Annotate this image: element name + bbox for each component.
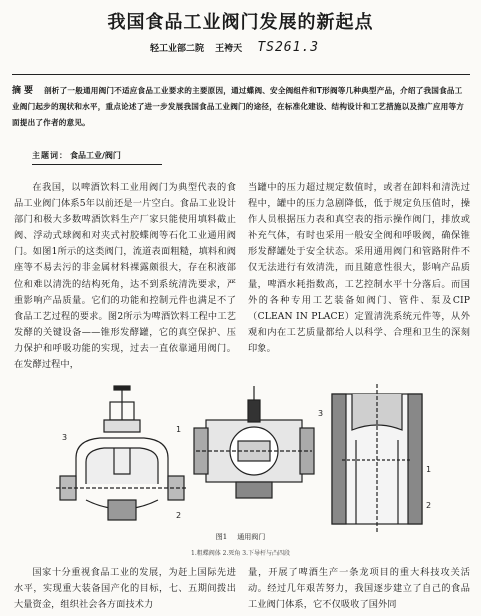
butterfly-valve-drawing xyxy=(332,384,422,534)
body-column-bottom-right: 量，开展了啤酒生产一条龙项目的重大科技攻关活动。经过几年艰苦努力，我国逐步建立了自己的食品工业阀门体系，它不仅吸收了国外同 xyxy=(248,567,470,611)
valve-figure xyxy=(56,380,436,538)
abstract-top-rule xyxy=(12,74,470,75)
author-name: 王袴天 xyxy=(215,44,243,54)
classification-code: TS261.3 xyxy=(257,40,320,55)
body-column-right: 当罐中的压力超过规定数值时，或者在卸料和清洗过程中，罐中的压力急剧降低，低于规定负压值时，操作人员根据压力表和真空表的指示操作阀门，排放或补充气体，有时也采用一般安全阀和呼吸阀，确保锥形发酵罐处于安全状态。采用通用阀门和管路附件不仅无法进行有效清洗，而且随意性很大，影响产品质量，啤酒水耗指数高，工艺控制水平十分落后。而国外的各种专用工艺装备如阀门、管件、泵及CIP（CLEAN IN PLACE）定置清洗系统元件等，从外观和内在工艺质量都给人以科学、合理和卫生的深刻印象。 xyxy=(248,182,470,354)
abstract-text: 剖析了一般通用阀门不适应食品工业要求的主要原因，通过蝶阀、安全阀组件和T形阀等几种典型产品，介绍了我国食品工业阀门起步的现状和水平，重点论述了进一步发展我国食品工业阀门的途径，在标准化建设、结构设计和工艺措施以及推广应用等方面提出了作者的意见。 xyxy=(12,86,465,127)
author-org: 轻工业部二院 xyxy=(150,44,205,54)
body-column-bottom-left: 国家十分重视食品工业的发展，为赶上国际先进水平，实现重大装备国产化的目标，七、五期间拨出大量资金，组织社会各方面技术力 xyxy=(14,567,236,611)
globe-valve-drawing xyxy=(56,386,188,520)
callout-2-right: 2 xyxy=(426,501,432,510)
keywords-label: 主题词： xyxy=(32,151,68,160)
figure-number: 图1 xyxy=(215,533,228,541)
abstract-label: 摘要 xyxy=(12,86,37,96)
figure-caption xyxy=(0,532,481,542)
keywords-underline xyxy=(32,164,162,165)
keyword-2: 阀门 xyxy=(104,151,121,160)
callout-1-right: 1 xyxy=(426,465,432,474)
callout-3-left: 3 xyxy=(62,433,68,442)
ball-valve-drawing xyxy=(194,386,314,498)
abstract xyxy=(12,83,468,131)
keywords: 主题词： 食品工业/阀门 xyxy=(32,151,121,160)
byline xyxy=(150,40,319,55)
callout-3-right: 3 xyxy=(318,409,324,418)
callout-1-left: 1 xyxy=(176,425,182,434)
article-title: 我国食品工业阀门发展的新起点 xyxy=(107,12,374,33)
keyword-1: 食品工业 xyxy=(70,151,102,160)
figure-title: 通用阀门 xyxy=(237,533,266,541)
body-column-left: 在我国，以啤酒饮料工业用阀门为典型代表的食品工业阀门体系5年以前还是一片空白。食品工业设计部门和极大多数啤酒饮料生产厂家只能使用填料截止阀、浮动式球阀和对夹式衬胶蝶阀等石化工业通用阀门。如图1所示的这类阀门，流道表面粗糙，填料和阀座等不易去污的非金属材料裸露颇很大，存在积液部位和难以清洗的结构死角，达不到系统清洗要求，严重影响产品质量。它们的功能和控制元件也满足不了食品工艺过程的要求。图2所示为啤酒饮料工程中工艺发酵的关键设备——锥形发酵罐，它的真空保护、压力保护和呼吸功能的实现，过去一直依靠通用阀门。在发酵过程中， xyxy=(14,182,236,371)
callout-2-left: 2 xyxy=(176,511,182,520)
figure-parts-legend: 1.粗蝶阀体 2.死角 3.下导杆与凸四段 xyxy=(191,550,290,557)
